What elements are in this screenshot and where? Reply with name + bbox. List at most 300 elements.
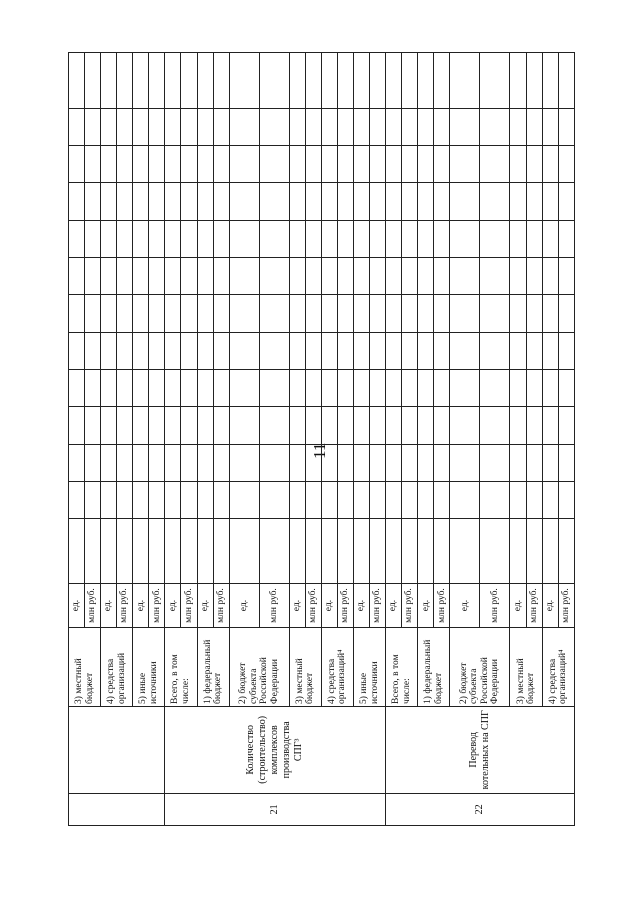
value-cell bbox=[321, 407, 337, 444]
value-cell bbox=[558, 519, 574, 584]
value-cell bbox=[402, 369, 418, 406]
unit-cell: млн руб. bbox=[259, 583, 289, 627]
value-cell bbox=[370, 519, 386, 584]
value-cell bbox=[85, 519, 101, 584]
unit-cell: ед. bbox=[229, 583, 259, 627]
value-cell bbox=[542, 220, 558, 257]
value-cell bbox=[197, 481, 213, 518]
value-cell bbox=[197, 145, 213, 182]
value-cell bbox=[149, 444, 165, 481]
value-cell bbox=[386, 295, 402, 332]
value-cell bbox=[165, 257, 181, 294]
value-cell bbox=[542, 295, 558, 332]
value-cell bbox=[386, 481, 402, 518]
value-cell bbox=[133, 183, 149, 220]
value-cell bbox=[434, 183, 450, 220]
source-label: 1) федеральный бюджет bbox=[418, 628, 450, 707]
value-cell bbox=[229, 444, 259, 481]
value-cell bbox=[85, 108, 101, 145]
value-cell bbox=[165, 481, 181, 518]
value-cell bbox=[480, 183, 510, 220]
value-cell bbox=[434, 257, 450, 294]
value-cell bbox=[480, 53, 510, 109]
source-label: 4) средства организаций bbox=[101, 628, 133, 707]
value-cell bbox=[353, 444, 369, 481]
value-cell bbox=[480, 257, 510, 294]
value-cell bbox=[259, 183, 289, 220]
value-cell bbox=[149, 53, 165, 109]
value-cell bbox=[69, 108, 85, 145]
value-cell bbox=[259, 481, 289, 518]
value-cell bbox=[321, 332, 337, 369]
value-cell bbox=[337, 519, 353, 584]
value-cell bbox=[259, 53, 289, 109]
value-cell bbox=[558, 295, 574, 332]
value-cell bbox=[213, 220, 229, 257]
value-cell bbox=[370, 481, 386, 518]
table-container bbox=[68, 52, 575, 826]
value-cell bbox=[526, 407, 542, 444]
value-cell bbox=[337, 257, 353, 294]
value-cell bbox=[165, 220, 181, 257]
value-cell bbox=[402, 145, 418, 182]
value-cell bbox=[289, 481, 305, 518]
value-cell bbox=[305, 183, 321, 220]
value-cell bbox=[101, 220, 117, 257]
value-cell bbox=[213, 332, 229, 369]
value-cell bbox=[165, 295, 181, 332]
unit-cell: млн руб. bbox=[305, 583, 321, 627]
source-label: 3) местный бюджет bbox=[289, 628, 321, 707]
value-cell bbox=[337, 481, 353, 518]
value-cell bbox=[337, 295, 353, 332]
value-cell bbox=[229, 220, 259, 257]
value-cell bbox=[85, 295, 101, 332]
value-cell bbox=[386, 519, 402, 584]
value-cell bbox=[165, 332, 181, 369]
value-cell bbox=[526, 369, 542, 406]
value-cell bbox=[305, 108, 321, 145]
value-cell bbox=[305, 444, 321, 481]
value-cell bbox=[370, 295, 386, 332]
value-cell bbox=[117, 481, 133, 518]
value-cell bbox=[402, 220, 418, 257]
value-cell bbox=[165, 444, 181, 481]
value-cell bbox=[69, 407, 85, 444]
unit-cell: млн руб. bbox=[85, 583, 101, 627]
value-cell bbox=[510, 257, 526, 294]
value-cell bbox=[418, 108, 434, 145]
value-cell bbox=[510, 332, 526, 369]
value-cell bbox=[305, 53, 321, 109]
value-cell bbox=[101, 108, 117, 145]
value-cell bbox=[289, 444, 305, 481]
value-cell bbox=[181, 53, 197, 109]
value-cell bbox=[558, 108, 574, 145]
value-cell bbox=[450, 444, 480, 481]
value-cell bbox=[386, 183, 402, 220]
value-cell bbox=[149, 108, 165, 145]
value-cell bbox=[69, 183, 85, 220]
source-label: 1) федеральный бюджет bbox=[197, 628, 229, 707]
value-cell bbox=[402, 183, 418, 220]
row-number: 21 bbox=[165, 793, 386, 825]
value-cell bbox=[289, 519, 305, 584]
value-cell bbox=[434, 332, 450, 369]
value-cell bbox=[434, 519, 450, 584]
value-cell bbox=[353, 257, 369, 294]
value-cell bbox=[418, 519, 434, 584]
value-cell bbox=[542, 108, 558, 145]
value-cell bbox=[370, 444, 386, 481]
value-cell bbox=[305, 369, 321, 406]
value-cell bbox=[450, 145, 480, 182]
value-cell bbox=[85, 145, 101, 182]
value-cell bbox=[526, 220, 542, 257]
value-cell bbox=[259, 407, 289, 444]
value-cell bbox=[370, 257, 386, 294]
value-cell bbox=[197, 444, 213, 481]
value-cell bbox=[370, 145, 386, 182]
value-cell bbox=[197, 108, 213, 145]
value-cell bbox=[117, 332, 133, 369]
unit-cell: млн руб. bbox=[149, 583, 165, 627]
value-cell bbox=[197, 332, 213, 369]
value-cell bbox=[321, 257, 337, 294]
value-cell bbox=[526, 183, 542, 220]
source-label: 3) местный бюджет bbox=[510, 628, 542, 707]
value-cell bbox=[133, 53, 149, 109]
unit-cell: ед. bbox=[165, 583, 181, 627]
value-cell bbox=[229, 183, 259, 220]
value-cell bbox=[386, 145, 402, 182]
value-cell bbox=[480, 332, 510, 369]
value-cell bbox=[305, 332, 321, 369]
value-cell bbox=[229, 257, 259, 294]
value-cell bbox=[229, 481, 259, 518]
value-cell bbox=[418, 332, 434, 369]
value-cell bbox=[85, 407, 101, 444]
value-cell bbox=[434, 220, 450, 257]
value-cell bbox=[337, 145, 353, 182]
unit-cell: ед. bbox=[510, 583, 526, 627]
value-cell bbox=[101, 295, 117, 332]
value-cell bbox=[197, 257, 213, 294]
value-cell bbox=[370, 108, 386, 145]
value-cell bbox=[149, 407, 165, 444]
value-cell bbox=[101, 369, 117, 406]
value-cell bbox=[434, 53, 450, 109]
value-cell bbox=[117, 183, 133, 220]
value-cell bbox=[117, 257, 133, 294]
value-cell bbox=[85, 444, 101, 481]
value-cell bbox=[434, 295, 450, 332]
value-cell bbox=[542, 444, 558, 481]
value-cell bbox=[434, 481, 450, 518]
value-cell bbox=[305, 145, 321, 182]
value-cell bbox=[510, 220, 526, 257]
value-cell bbox=[305, 220, 321, 257]
value-cell bbox=[305, 257, 321, 294]
value-cell bbox=[542, 183, 558, 220]
value-cell bbox=[69, 220, 85, 257]
unit-cell: млн руб. bbox=[337, 583, 353, 627]
value-cell bbox=[305, 519, 321, 584]
value-cell bbox=[450, 108, 480, 145]
value-cell bbox=[69, 444, 85, 481]
value-cell bbox=[450, 481, 480, 518]
value-cell bbox=[289, 332, 305, 369]
value-cell bbox=[434, 145, 450, 182]
value-cell bbox=[133, 332, 149, 369]
value-cell bbox=[510, 481, 526, 518]
value-cell bbox=[558, 220, 574, 257]
value-cell bbox=[117, 108, 133, 145]
value-cell bbox=[69, 53, 85, 109]
source-label: 3) местный бюджет bbox=[69, 628, 101, 707]
value-cell bbox=[434, 108, 450, 145]
value-cell bbox=[402, 295, 418, 332]
value-cell bbox=[149, 481, 165, 518]
value-cell bbox=[117, 53, 133, 109]
value-cell bbox=[480, 481, 510, 518]
value-cell bbox=[133, 108, 149, 145]
value-cell bbox=[101, 53, 117, 109]
value-cell bbox=[85, 220, 101, 257]
value-cell bbox=[418, 407, 434, 444]
value-cell bbox=[418, 444, 434, 481]
value-cell bbox=[149, 519, 165, 584]
value-cell bbox=[558, 183, 574, 220]
value-cell bbox=[259, 332, 289, 369]
value-cell bbox=[181, 183, 197, 220]
value-cell bbox=[181, 444, 197, 481]
value-cell bbox=[165, 53, 181, 109]
value-cell bbox=[181, 407, 197, 444]
value-cell bbox=[133, 257, 149, 294]
value-cell bbox=[337, 108, 353, 145]
value-cell bbox=[181, 220, 197, 257]
value-cell bbox=[542, 369, 558, 406]
value-cell bbox=[213, 53, 229, 109]
value-cell bbox=[149, 332, 165, 369]
value-cell bbox=[353, 369, 369, 406]
value-cell bbox=[337, 444, 353, 481]
value-cell bbox=[337, 332, 353, 369]
value-cell bbox=[353, 295, 369, 332]
unit-cell: млн руб. bbox=[558, 583, 574, 627]
value-cell bbox=[450, 53, 480, 109]
value-cell bbox=[386, 332, 402, 369]
value-cell bbox=[353, 53, 369, 109]
source-label: 4) средства организаций⁴ bbox=[542, 628, 574, 707]
value-cell bbox=[418, 145, 434, 182]
value-cell bbox=[213, 519, 229, 584]
value-cell bbox=[450, 183, 480, 220]
value-cell bbox=[133, 145, 149, 182]
unit-cell: млн руб. bbox=[526, 583, 542, 627]
value-cell bbox=[558, 332, 574, 369]
value-cell bbox=[101, 257, 117, 294]
value-cell bbox=[259, 295, 289, 332]
value-cell bbox=[259, 257, 289, 294]
value-cell bbox=[289, 295, 305, 332]
value-cell bbox=[337, 53, 353, 109]
value-cell bbox=[101, 183, 117, 220]
value-cell bbox=[510, 53, 526, 109]
value-cell bbox=[117, 407, 133, 444]
value-cell bbox=[69, 332, 85, 369]
value-cell bbox=[542, 257, 558, 294]
value-cell bbox=[117, 519, 133, 584]
unit-cell: млн руб. bbox=[434, 583, 450, 627]
value-cell bbox=[197, 53, 213, 109]
unit-cell: ед. bbox=[289, 583, 305, 627]
value-cell bbox=[229, 369, 259, 406]
value-cell bbox=[480, 444, 510, 481]
value-cell bbox=[289, 183, 305, 220]
value-cell bbox=[213, 257, 229, 294]
table-row bbox=[69, 53, 85, 826]
unit-cell: ед. bbox=[69, 583, 85, 627]
value-cell bbox=[510, 407, 526, 444]
value-cell bbox=[526, 444, 542, 481]
value-cell bbox=[133, 444, 149, 481]
value-cell bbox=[149, 220, 165, 257]
value-cell bbox=[101, 481, 117, 518]
value-cell bbox=[69, 369, 85, 406]
value-cell bbox=[480, 108, 510, 145]
value-cell bbox=[69, 257, 85, 294]
value-cell bbox=[526, 53, 542, 109]
unit-cell: ед. bbox=[197, 583, 213, 627]
value-cell bbox=[321, 220, 337, 257]
value-cell bbox=[353, 332, 369, 369]
value-cell bbox=[337, 220, 353, 257]
value-cell bbox=[510, 295, 526, 332]
unit-cell: ед. bbox=[101, 583, 117, 627]
value-cell bbox=[85, 183, 101, 220]
value-cell bbox=[321, 108, 337, 145]
value-cell bbox=[402, 53, 418, 109]
value-cell bbox=[259, 108, 289, 145]
unit-cell: ед. bbox=[353, 583, 369, 627]
value-cell bbox=[321, 481, 337, 518]
value-cell bbox=[526, 519, 542, 584]
value-cell bbox=[181, 295, 197, 332]
value-cell bbox=[558, 145, 574, 182]
unit-cell: млн руб. bbox=[117, 583, 133, 627]
value-cell bbox=[386, 53, 402, 109]
value-cell bbox=[526, 481, 542, 518]
unit-cell: млн руб. bbox=[402, 583, 418, 627]
value-cell bbox=[542, 332, 558, 369]
unit-cell: ед. bbox=[386, 583, 402, 627]
value-cell bbox=[321, 369, 337, 406]
indicator-name-cell bbox=[69, 706, 165, 793]
value-cell bbox=[213, 108, 229, 145]
value-cell bbox=[321, 295, 337, 332]
value-cell bbox=[386, 369, 402, 406]
value-cell bbox=[402, 332, 418, 369]
value-cell bbox=[418, 481, 434, 518]
value-cell bbox=[386, 444, 402, 481]
value-cell bbox=[558, 53, 574, 109]
value-cell bbox=[181, 257, 197, 294]
value-cell bbox=[510, 369, 526, 406]
source-label: 5) иные источники bbox=[353, 628, 385, 707]
value-cell bbox=[289, 407, 305, 444]
value-cell bbox=[480, 145, 510, 182]
value-cell bbox=[370, 369, 386, 406]
value-cell bbox=[526, 108, 542, 145]
indicator-name: Перевод котельных на СПГ bbox=[386, 706, 575, 793]
value-cell bbox=[259, 369, 289, 406]
value-cell bbox=[480, 407, 510, 444]
value-cell bbox=[101, 332, 117, 369]
value-cell bbox=[558, 481, 574, 518]
value-cell bbox=[450, 407, 480, 444]
value-cell bbox=[165, 519, 181, 584]
value-cell bbox=[542, 519, 558, 584]
value-cell bbox=[386, 220, 402, 257]
value-cell bbox=[386, 108, 402, 145]
value-cell bbox=[558, 444, 574, 481]
value-cell bbox=[149, 295, 165, 332]
unit-cell: ед. bbox=[542, 583, 558, 627]
value-cell bbox=[480, 295, 510, 332]
value-cell bbox=[321, 183, 337, 220]
value-cell bbox=[213, 444, 229, 481]
value-cell bbox=[558, 257, 574, 294]
value-cell bbox=[418, 295, 434, 332]
value-cell bbox=[305, 481, 321, 518]
value-cell bbox=[197, 183, 213, 220]
value-cell bbox=[181, 481, 197, 518]
value-cell bbox=[402, 444, 418, 481]
source-label: 2) бюджет субъекта Российской Федерации bbox=[229, 628, 289, 707]
value-cell bbox=[480, 519, 510, 584]
value-cell bbox=[386, 257, 402, 294]
value-cell bbox=[289, 108, 305, 145]
value-cell bbox=[117, 145, 133, 182]
value-cell bbox=[259, 444, 289, 481]
unit-cell: ед. bbox=[418, 583, 434, 627]
value-cell bbox=[353, 519, 369, 584]
value-cell bbox=[149, 369, 165, 406]
value-cell bbox=[370, 407, 386, 444]
value-cell bbox=[353, 108, 369, 145]
value-cell bbox=[213, 369, 229, 406]
value-cell bbox=[197, 220, 213, 257]
value-cell bbox=[181, 108, 197, 145]
rotated-table-frame bbox=[68, 52, 575, 826]
source-label: 2) бюджет субъекта Российской Федерации bbox=[450, 628, 510, 707]
value-cell bbox=[402, 519, 418, 584]
value-cell bbox=[337, 369, 353, 406]
value-cell bbox=[450, 257, 480, 294]
value-cell bbox=[165, 145, 181, 182]
source-label: 5) иные источники bbox=[133, 628, 165, 707]
value-cell bbox=[321, 53, 337, 109]
value-cell bbox=[418, 257, 434, 294]
table-row bbox=[165, 53, 181, 826]
value-cell bbox=[229, 332, 259, 369]
value-cell bbox=[418, 369, 434, 406]
value-cell bbox=[259, 145, 289, 182]
value-cell bbox=[526, 145, 542, 182]
value-cell bbox=[510, 108, 526, 145]
